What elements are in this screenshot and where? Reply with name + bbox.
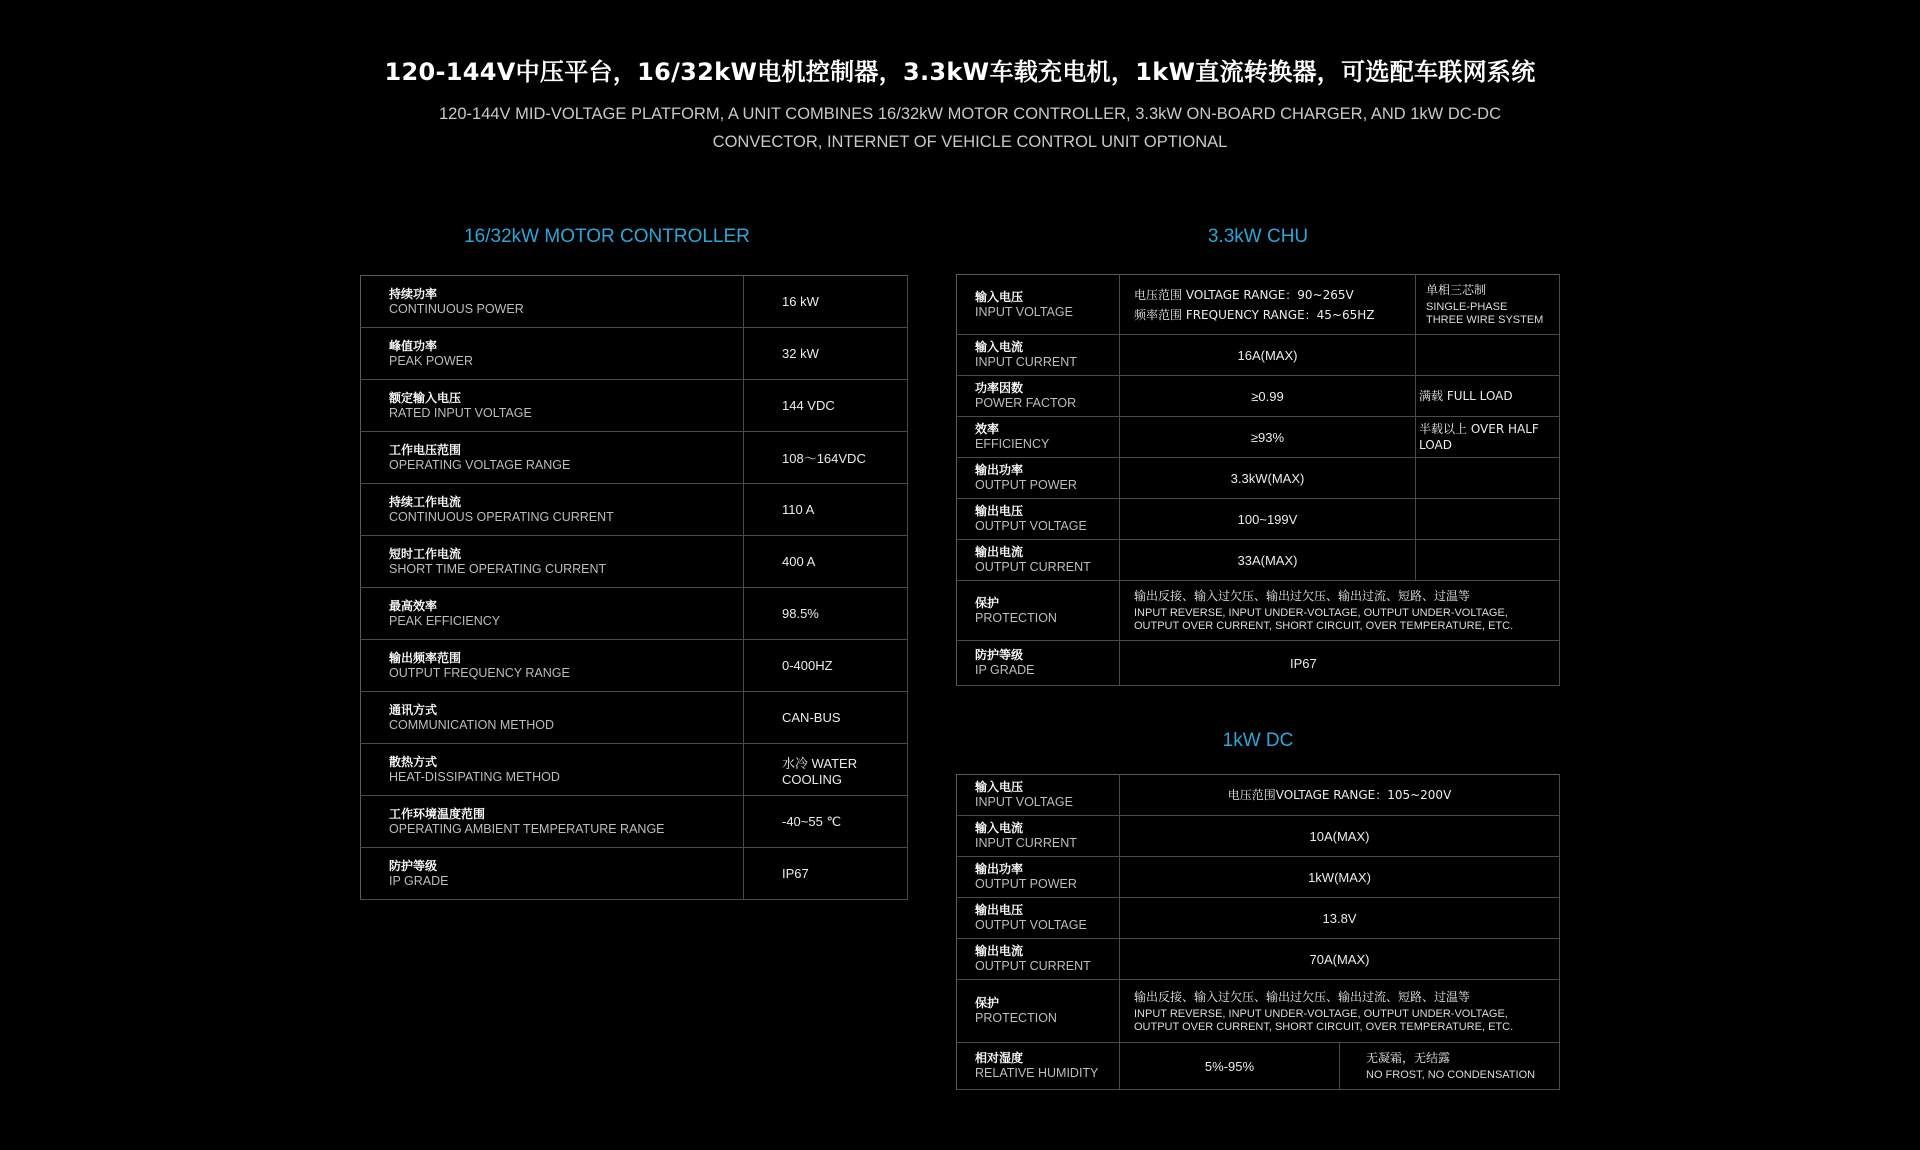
label-cn: 输出功率 [975, 463, 1024, 477]
label-en: OUTPUT CURRENT [975, 560, 1091, 574]
value-cell: 98.5% [744, 588, 908, 640]
label-cell [957, 376, 1120, 417]
label-cell [957, 540, 1120, 581]
label-en: OUTPUT VOLTAGE [975, 918, 1087, 932]
value-cell: 33A(MAX) [1120, 540, 1416, 581]
label-cn: 输入电压 [975, 780, 1024, 794]
note-cell: 半载以上 OVER HALF LOAD [1416, 417, 1560, 458]
label-cell [361, 796, 744, 848]
value-line-2: 频率范围 FREQUENCY RANGE：45~65HZ [1134, 307, 1375, 322]
label-en: PEAK POWER [389, 353, 474, 368]
value-cell: CAN-BUS [744, 692, 908, 744]
value-cell: 100~199V [1120, 499, 1416, 540]
label-cn: 输入电流 [975, 340, 1024, 354]
value-cell: 400 A [744, 536, 908, 588]
label-cn: 短时工作电流 [389, 546, 462, 561]
value-cell: 144 VDC [744, 380, 908, 432]
label-cell [361, 692, 744, 744]
label-en: INPUT CURRENT [975, 355, 1077, 369]
note-cell [1416, 540, 1560, 581]
label-cn: 额定输入电压 [389, 390, 462, 405]
table-row [957, 581, 1560, 641]
label-cn: 输出电压 [975, 504, 1024, 518]
motor-controller-title: 16/32kW MOTOR CONTROLLER [464, 226, 750, 247]
table-row [957, 458, 1560, 499]
table-row [957, 980, 1560, 1043]
label-cell [361, 588, 744, 640]
label-cell [957, 581, 1120, 641]
value-cell: IP67 [744, 848, 908, 900]
value-cell: -40~55 ℃ [744, 796, 908, 848]
label-cell [957, 775, 1120, 816]
label-en: INPUT CURRENT [975, 836, 1077, 850]
protection-cn: 输出反接、输入过欠压、输出过欠压、输出过流、短路、过温等 [1134, 989, 1471, 1004]
value-line-1: 电压范围 VOLTAGE RANGE：90~265V [1134, 287, 1354, 302]
label-en: PROTECTION [975, 610, 1057, 625]
label-cn: 输出电流 [975, 944, 1024, 958]
value-cell: 1kW(MAX) [1120, 857, 1560, 898]
note-en: SINGLE-PHASE THREE WIRE SYSTEM [1426, 301, 1544, 326]
value-cell: 16A(MAX) [1120, 335, 1416, 376]
value-cell [1120, 581, 1560, 641]
note-cell: 满载 FULL LOAD [1416, 376, 1560, 417]
label-cn: 输出功率 [975, 862, 1024, 876]
label-cn: 相对湿度 [975, 1051, 1024, 1065]
label-cell [361, 536, 744, 588]
table-row [957, 417, 1560, 458]
label-en: OUTPUT VOLTAGE [975, 519, 1087, 533]
table-row [361, 432, 908, 484]
label-cn: 输出电流 [975, 545, 1024, 559]
note-cell [1416, 458, 1560, 499]
label-cn: 输入电流 [975, 821, 1024, 835]
label-en: INPUT VOLTAGE [975, 795, 1073, 809]
label-cell [957, 417, 1120, 458]
label-cn: 持续工作电流 [389, 494, 462, 509]
table-row [361, 796, 908, 848]
label-en: IP GRADE [975, 663, 1035, 677]
label-en: HEAT-DISSIPATING METHOD [389, 769, 560, 784]
value-cell: 3.3kW(MAX) [1120, 458, 1416, 499]
protection-en: INPUT REVERSE, INPUT UNDER-VOLTAGE, OUTPUT UNDER-VOLTAGE, OUTPUT OVER CURRENT, SHORT CIRCUIT, OVER TEMPERATURE, ETC. [1134, 607, 1514, 632]
page-title: 120-144V中压平台，16/32kW电机控制器，3.3kW车载充电机，1kW直流转换器，可选配车联网系统 [384, 58, 1536, 86]
table-row [957, 857, 1560, 898]
table-row [361, 276, 908, 328]
note-cell [1416, 499, 1560, 540]
table-row [361, 536, 908, 588]
note-cell [1416, 275, 1560, 335]
value-cell: IP67 [1120, 641, 1560, 686]
table-row [361, 640, 908, 692]
value-cell [1120, 275, 1416, 335]
label-en: EFFICIENCY [975, 437, 1050, 451]
label-cell [361, 640, 744, 692]
table-row [361, 848, 908, 900]
table-row [361, 692, 908, 744]
label-cn: 持续功率 [389, 286, 438, 301]
label-cn: 峰值功率 [389, 338, 438, 353]
value-cell: 108～164VDC [744, 432, 908, 484]
dc-table [956, 774, 1560, 1090]
note-cell [1416, 335, 1560, 376]
value-cell: ≥93% [1120, 417, 1416, 458]
value-cell: ≥0.99 [1120, 376, 1416, 417]
note-en: NO FROST, NO CONDENSATION [1366, 1069, 1536, 1081]
table-row [957, 775, 1560, 816]
table-row [361, 588, 908, 640]
label-cn: 通讯方式 [389, 702, 438, 717]
value-cell: 5%-95% [1120, 1043, 1340, 1090]
label-en: RELATIVE HUMIDITY [975, 1066, 1099, 1080]
table-row [957, 275, 1560, 335]
note-cn: 无凝霜，无结露 [1366, 1051, 1451, 1065]
table-row [361, 380, 908, 432]
label-en: OUTPUT POWER [975, 877, 1077, 891]
label-en: POWER FACTOR [975, 396, 1077, 410]
label-en: CONTINUOUS POWER [389, 301, 524, 316]
table-row [957, 499, 1560, 540]
label-cell [361, 432, 744, 484]
table-row [957, 641, 1560, 686]
table-row [957, 816, 1560, 857]
label-cn: 输出频率范围 [389, 650, 462, 665]
protection-cn: 输出反接、输入过欠压、输出过欠压、输出过流、短路、过温等 [1134, 589, 1471, 603]
label-cn: 工作环境温度范围 [389, 806, 486, 821]
label-en: CONTINUOUS OPERATING CURRENT [389, 509, 614, 524]
motor-controller-table [360, 275, 908, 900]
table-row [957, 898, 1560, 939]
label-cell [361, 380, 744, 432]
page-subtitle [380, 100, 1560, 156]
note-cell [1340, 1043, 1560, 1090]
table-row [957, 939, 1560, 980]
label-cell [957, 641, 1120, 686]
label-cn: 最高效率 [389, 598, 438, 613]
value-cell: 13.8V [1120, 898, 1560, 939]
label-en: OPERATING AMBIENT TEMPERATURE RANGE [389, 821, 665, 836]
label-en: PEAK EFFICIENCY [389, 613, 501, 628]
label-cell [361, 744, 744, 796]
table-row [361, 484, 908, 536]
label-cn: 散热方式 [389, 754, 438, 769]
label-en: IP GRADE [389, 873, 449, 888]
label-cell [957, 857, 1120, 898]
label-cell [361, 848, 744, 900]
value-cell: 电压范围VOLTAGE RANGE：105~200V [1120, 775, 1560, 816]
label-en: OUTPUT CURRENT [975, 959, 1091, 973]
chu-title: 3.3kW CHU [1207, 226, 1309, 247]
label-en: OPERATING VOLTAGE RANGE [389, 457, 571, 472]
label-cn: 效率 [975, 422, 1000, 436]
subtitle-line-1: 120-144V MID-VOLTAGE PLATFORM, A UNIT COMBINES 16/32kW MOTOR CONTROLLER, 3.3kW ON-BOARD CHARGER, AND 1kW DC-DC [439, 105, 1501, 123]
value-cell: 110 A [744, 484, 908, 536]
note-cn: 单相三芯制 [1426, 283, 1487, 297]
chu-table [956, 274, 1560, 686]
label-cell [361, 484, 744, 536]
label-cn: 防护等级 [975, 648, 1024, 662]
label-en: RATED INPUT VOLTAGE [389, 405, 532, 420]
value-cell: 10A(MAX) [1120, 816, 1560, 857]
label-cell [957, 898, 1120, 939]
label-cell [957, 980, 1120, 1043]
label-cn: 保护 [975, 996, 1000, 1010]
label-cn: 输入电压 [975, 289, 1024, 304]
label-cn: 输出电压 [975, 903, 1024, 917]
table-row [361, 744, 908, 796]
label-cell [361, 328, 744, 380]
label-en: INPUT VOLTAGE [975, 304, 1073, 319]
value-cell: 0-400HZ [744, 640, 908, 692]
label-cell [957, 1043, 1120, 1090]
label-cell [957, 458, 1120, 499]
label-en: COMMUNICATION METHOD [389, 717, 555, 732]
subtitle-line-2: CONVECTOR, INTERNET OF VEHICLE CONTROL UNIT OPTIONAL [712, 133, 1228, 151]
label-cn: 功率因数 [975, 381, 1024, 395]
table-row [957, 335, 1560, 376]
value-cell: 32 kW [744, 328, 908, 380]
label-en: SHORT TIME OPERATING CURRENT [389, 561, 607, 576]
label-cell [957, 335, 1120, 376]
table-row [957, 1043, 1560, 1090]
label-cell [957, 499, 1120, 540]
label-cn: 保护 [975, 595, 1000, 610]
label-cn: 防护等级 [389, 858, 438, 873]
value-cell: 70A(MAX) [1120, 939, 1560, 980]
label-cell [957, 939, 1120, 980]
label-cn: 工作电压范围 [389, 442, 462, 457]
label-en: OUTPUT POWER [975, 478, 1077, 492]
value-cell: 水冷 WATER COOLING [744, 744, 908, 796]
label-cell [957, 816, 1120, 857]
protection-en: INPUT REVERSE, INPUT UNDER-VOLTAGE, OUTPUT UNDER-VOLTAGE, OUTPUT OVER CURRENT, SHORT CIRCUIT, OVER TEMPERATURE, ETC. [1134, 1007, 1514, 1033]
table-row [361, 328, 908, 380]
dc-title: 1kW DC [1222, 730, 1294, 751]
table-row [957, 376, 1560, 417]
table-row [957, 540, 1560, 581]
label-en: PROTECTION [975, 1011, 1057, 1025]
label-cell [361, 276, 744, 328]
label-en: OUTPUT FREQUENCY RANGE [389, 665, 570, 680]
label-cell [957, 275, 1120, 335]
value-cell: 16 kW [744, 276, 908, 328]
value-cell [1120, 980, 1560, 1043]
